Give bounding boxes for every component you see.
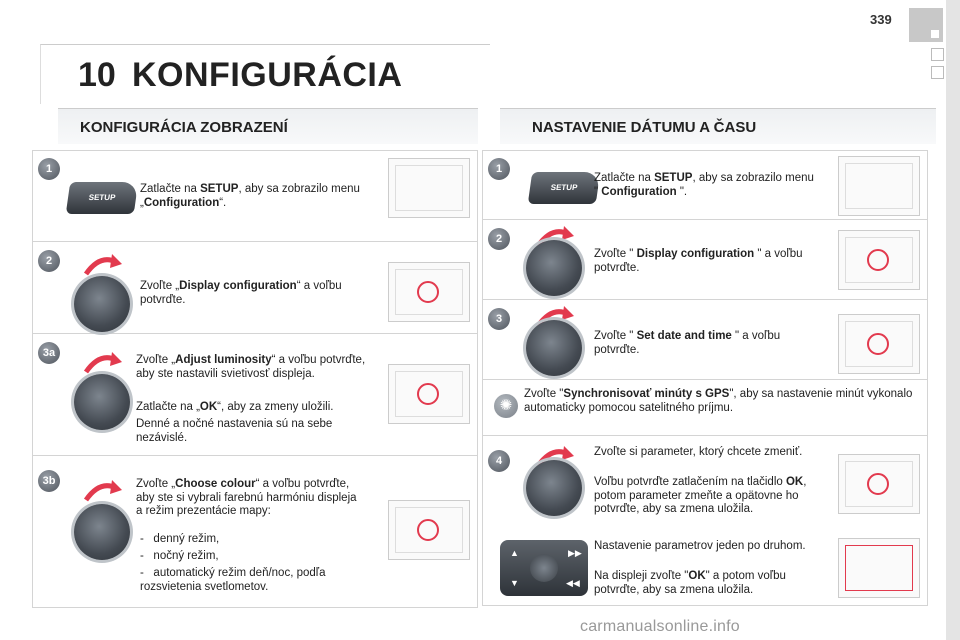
radio-knob-illustration	[388, 262, 470, 322]
rotate-arrow-icon	[82, 252, 122, 276]
rotary-knob-icon	[526, 240, 582, 296]
step-badge: 3a	[38, 342, 60, 364]
rotary-knob-icon	[526, 460, 582, 516]
step1-text: Zatlačte na SETUP, aby sa zobrazilo menu „Configuration“.	[140, 183, 360, 209]
radio-setup-illustration	[838, 156, 920, 216]
radio-knob-illustration	[838, 230, 920, 290]
sun-brightness-icon: ✺	[494, 394, 518, 418]
right-section-title: NASTAVENIE DÁTUMU A ČASU	[532, 119, 757, 136]
radio-knob-illustration	[838, 454, 920, 514]
step-badge: 2	[38, 250, 60, 272]
page-edge-strip	[946, 0, 960, 640]
step-badge: 1	[38, 158, 60, 180]
chapter-title: KONFIGURÁCIA	[132, 56, 403, 94]
list-item: - denný režim,	[140, 533, 220, 545]
radio-buttons-illustration	[838, 538, 920, 598]
list-item: - automatický režim deň/noc, podľa rozsvietenia svetlometov.	[140, 567, 326, 593]
step3a-text-1: Zvoľte „Adjust luminosity“ a voľbu potvrďte, aby ste nastavili svietivosť displeja.	[136, 354, 366, 380]
rotary-knob-icon	[74, 374, 130, 430]
list-item: - nočný režim,	[140, 550, 219, 562]
step-badge: 4	[488, 450, 510, 472]
rotary-knob-icon	[74, 504, 130, 560]
radio-knob-illustration	[838, 314, 920, 374]
radio-setup-illustration	[388, 158, 470, 218]
step-badge: 2	[488, 228, 510, 250]
step3a-text-3: Denné a nočné nastavenia sú na sebe nezávislé.	[136, 418, 333, 444]
rotary-knob-icon	[526, 320, 582, 376]
rotate-arrow-icon	[82, 350, 122, 374]
radio-knob-illustration	[388, 500, 470, 560]
step-badge: 3b	[38, 470, 60, 492]
step-badge: 3	[488, 308, 510, 330]
nav-square	[931, 48, 944, 61]
rotate-arrow-icon	[82, 478, 122, 502]
nav-square	[931, 66, 944, 79]
right-step3-text: Zvoľte " Set date and time " a voľbu potvrďte.	[594, 330, 781, 356]
step2-text: Zvoľte „Display configuration“ a voľbu potvrďte.	[140, 280, 342, 306]
right-step4-text-1: Zvoľte si parameter, ktorý chcete zmeniť.	[594, 446, 803, 458]
page-corner-tab	[909, 8, 943, 42]
right-step2-text: Zvoľte " Display configuration " a voľbu potvrďte.	[594, 248, 803, 274]
right-step4-text-3: Nastavenie parametrov jeden po druhom.	[594, 540, 806, 552]
step-badge: 1	[488, 158, 510, 180]
radio-knob-illustration	[388, 364, 470, 424]
setup-button-icon: SETUP	[528, 172, 600, 204]
right-step4-text-4: Na displeji zvoľte "OK" a potom voľbu potvrďte, aby sa zmena uložila.	[594, 570, 786, 596]
right-step4-text-2: Voľbu potvrďte zatlačením na tlačidlo OK, potom parameter zmeňte a opätovne ho potvrďte, aby sa zmena uložila.	[594, 476, 807, 515]
left-section-title: KONFIGURÁCIA ZOBRAZENÍ	[80, 119, 288, 136]
setup-button-icon: SETUP	[66, 182, 138, 214]
gps-sync-note: Zvoľte "Synchronisovať minúty s GPS", aby sa nastavenie minút vykonalo automaticky pomocou satelitného príjmu.	[524, 388, 913, 414]
step3b-text: Zvoľte „Choose colour“ a voľbu potvrďte, aby ste si vybrali farebnú harmóniu displeja a režim prezentácie mapy:	[136, 478, 357, 517]
step3a-text-2: Zatlačte na „OK“, aby za zmeny uložili.	[136, 401, 334, 413]
right-step1-text: Zatlačte na SETUP, aby sa zobrazilo menu " Configuration ".	[594, 172, 814, 198]
rotary-knob-icon	[74, 276, 130, 332]
page-number: 339	[870, 12, 892, 27]
direction-pad-icon: ▲ ▶▶ ▼ ◀◀	[500, 540, 588, 596]
chapter-number: 10	[78, 56, 116, 94]
watermark: carmanualsonline.info	[580, 618, 740, 635]
